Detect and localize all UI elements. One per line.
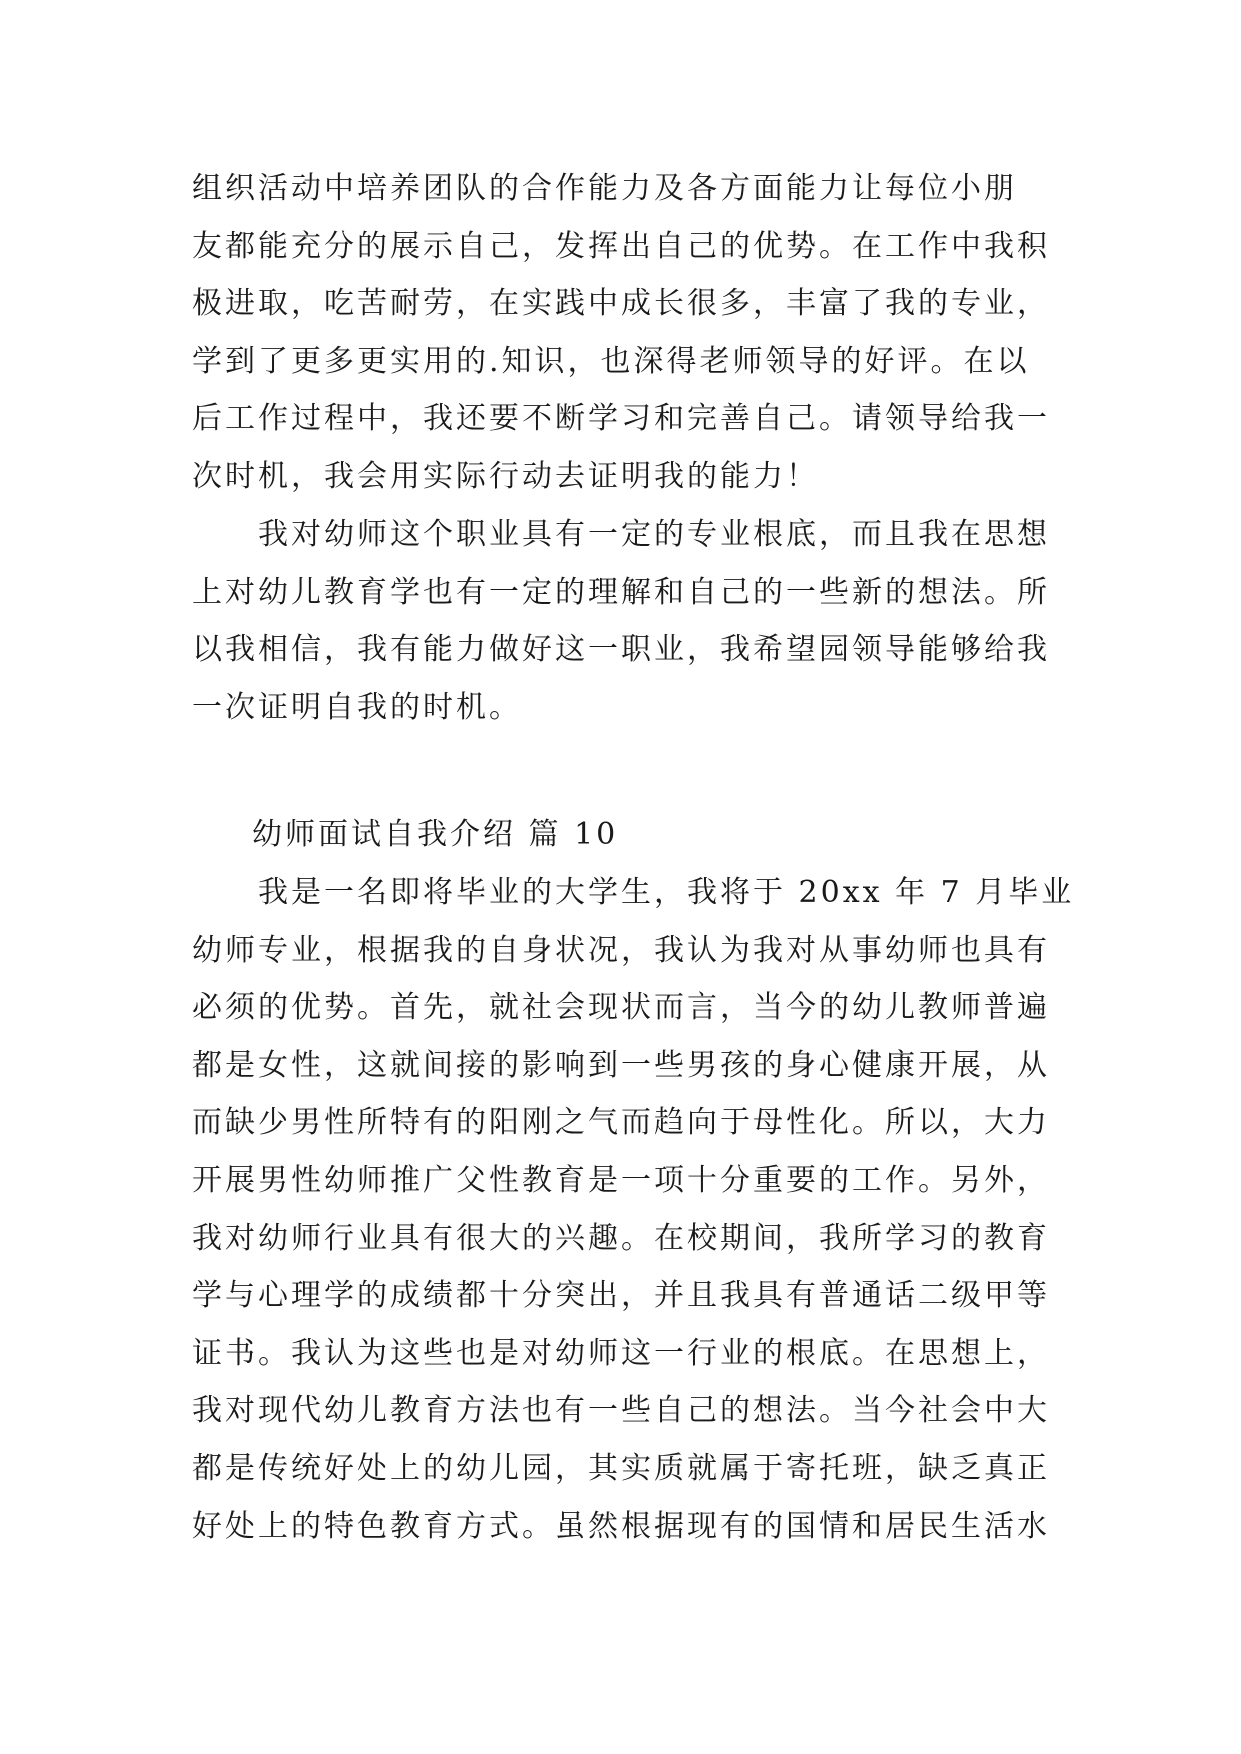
paragraph-line: 我对幼师这个职业具有一定的专业根底，而且我在思想 (192, 517, 1050, 552)
paragraph-line: 幼师专业，根据我的自身状况，我认为我对从事幼师也具有 (192, 932, 1050, 968)
paragraph-line: 开展男性幼师推广父性教育是一项十分重要的工作。另外， (192, 1162, 1050, 1198)
paragraph-line: 都是传统好处上的幼儿园，其实质就属于寄托班，缺乏真正 (192, 1450, 1050, 1486)
paragraph-line: 我是一名即将毕业的大学生，我将于 20xx 年 7 月毕业 (192, 875, 1075, 910)
paragraph-line: 一次证明自我的时机。 (192, 689, 522, 725)
paragraph-line: 必须的优势。首先，就社会现状而言，当今的幼儿教师普遍 (192, 990, 1050, 1026)
paragraph-1 (192, 160, 1054, 506)
paragraph-2 (192, 506, 1054, 736)
paragraph-line: 次时机，我会用实际行动去证明我的能力！ (192, 458, 819, 494)
section-heading: 幼师面试自我介绍 篇 10 (252, 817, 619, 852)
paragraph-line: 我对幼师行业具有很大的兴趣。在校期间，我所学习的教育 (192, 1220, 1050, 1256)
paragraph-line: 证书。我认为这些也是对幼师这一行业的根底。在思想上， (192, 1335, 1050, 1371)
paragraph-line: 都是女性，这就间接的影响到一些男孩的身心健康开展，从 (192, 1047, 1050, 1083)
paragraph-line: 学与心理学的成绩都十分突出，并且我具有普通话二级甲等 (192, 1278, 1050, 1314)
paragraph-line: 而缺少男性所特有的阳刚之气而趋向于母性化。所以，大力 (192, 1105, 1050, 1141)
paragraph-line: 组织活动中培养团队的合作能力及各方面能力让每位小朋 (192, 171, 1017, 206)
paragraph-line: 以我相信，我有能力做好这一职业，我希望园领导能够给我 (192, 632, 1050, 668)
paragraph-line: 后工作过程中，我还要不断学习和完善自己。请领导给我一 (192, 401, 1050, 437)
paragraph-line: 好处上的特色教育方式。虽然根据现有的国情和居民生活水 (192, 1508, 1050, 1544)
paragraph-3 (192, 864, 1075, 1555)
paragraph-line: 我对现代幼儿教育方法也有一些自己的想法。当今社会中大 (192, 1393, 1050, 1429)
paragraph-line: 极进取，吃苦耐劳，在实践中成长很多，丰富了我的专业， (192, 286, 1050, 322)
paragraph-line: 友都能充分的展示自己，发挥出自己的优势。在工作中我积 (192, 228, 1050, 264)
paragraph-line: 上对幼儿教育学也有一定的理解和自己的一些新的想法。所 (192, 574, 1050, 610)
paragraph-line: 学到了更多更实用的.知识，也深得老师领导的好评。在以 (192, 343, 1030, 379)
